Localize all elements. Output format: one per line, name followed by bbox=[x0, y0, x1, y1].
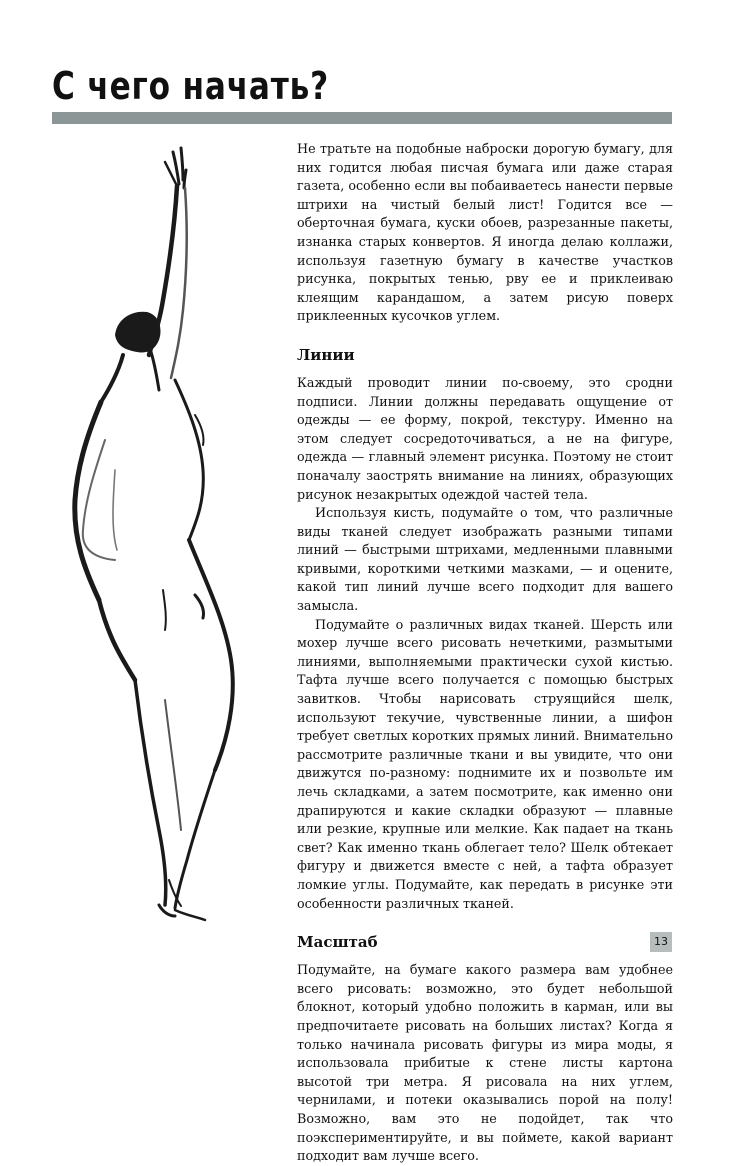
body-text-column bbox=[297, 140, 673, 1166]
figure-sketch-illustration bbox=[55, 140, 275, 930]
paragraph: Каждый проводит линии по-своему, это сродни подписи. Линии должны передавать ощущение от одежды — ее форму, покрой, текстуру. Именно на этом следует сосредоточиваться, а не на фигуре, одежда — главный элемент рисунка. Поэтому не стоит поначалу заострять внимание на линиях, образующих рисунок незакрытых одеждой частей тела. bbox=[297, 374, 673, 502]
page-number: 13 bbox=[650, 932, 672, 952]
paragraph: Подумайте о различных видах тканей. Шерсть или мохер лучше всего рисовать нечеткими, размытыми линиями, выполняемыми практически сухой кистью. Тафта лучше всего получается с помощью быстрых завитков. Чтобы нарисовать струящийся шелк, используют текучие, чувственные линии, а шифон требует светлых коротких прямых линий. Внимательно рассмотрите различные ткани и вы увидите, что они движутся по-разному: поднимите их и позвольте им лечь складками, а затем посмотрите, как именно они драпируются и какие складки образуют — плавные или резкие, крупные или мелкие. Как падает на ткань свет? Как именно ткань облегает тело? Шелк обтекает фигуру и движется вместе с ней, а тафта образует ломкие углы. Подумайте, как передать в рисунке эти особенности различных тканей. bbox=[297, 616, 673, 911]
section-heading-lines: Линии bbox=[297, 345, 355, 364]
paragraph: Используя кисть, подумайте о том, что различные виды тканей следует изображать разными типами линий — быстрыми штрихами, медленными плавными кривыми, короткими четкими мазками, — и оцените, какой тип линий лучше всего подходит для вашего замысла. bbox=[297, 505, 673, 614]
section-heading-scale: Масштаб bbox=[297, 933, 378, 952]
page-title: С чего начать? bbox=[52, 64, 330, 108]
paragraph: Подумайте, на бумаге какого размера вам удобнее всего рисовать: возможно, это будет небольшой блокнот, который удобно положить в карман, или вы предпочитаете рисовать на больших листах? Когда я только начинала рисовать фигуры из мира моды, я использовала прибитые к стене листы картона высотой три метра. Я рисовала на них углем, чернилами, и потеки оказывались порой на полу! Возможно, вам это не подойдет, так что поэкспериментируйте, и вы поймете, какой вариант подходит вам лучше всего. bbox=[297, 962, 673, 1164]
title-underline-bar bbox=[52, 112, 672, 124]
intro-paragraph: Не тратьте на подобные наброски дорогую бумагу, для них годится любая писчая бумага или даже старая газета, особенно если вы побаиваетесь нанести первые штрихи на чистый белый лист! Годится все — оберточная бумага, куски обоев, разрезанные пакеты, изнанка старых конвертов. Я иногда делаю коллажи, используя газетную бумагу в качестве участков рисунка, покрытых тенью, рву ее и приклеиваю клеящим карандашом, а затем рисую поверх приклеенных кусочков углем. bbox=[297, 141, 673, 324]
